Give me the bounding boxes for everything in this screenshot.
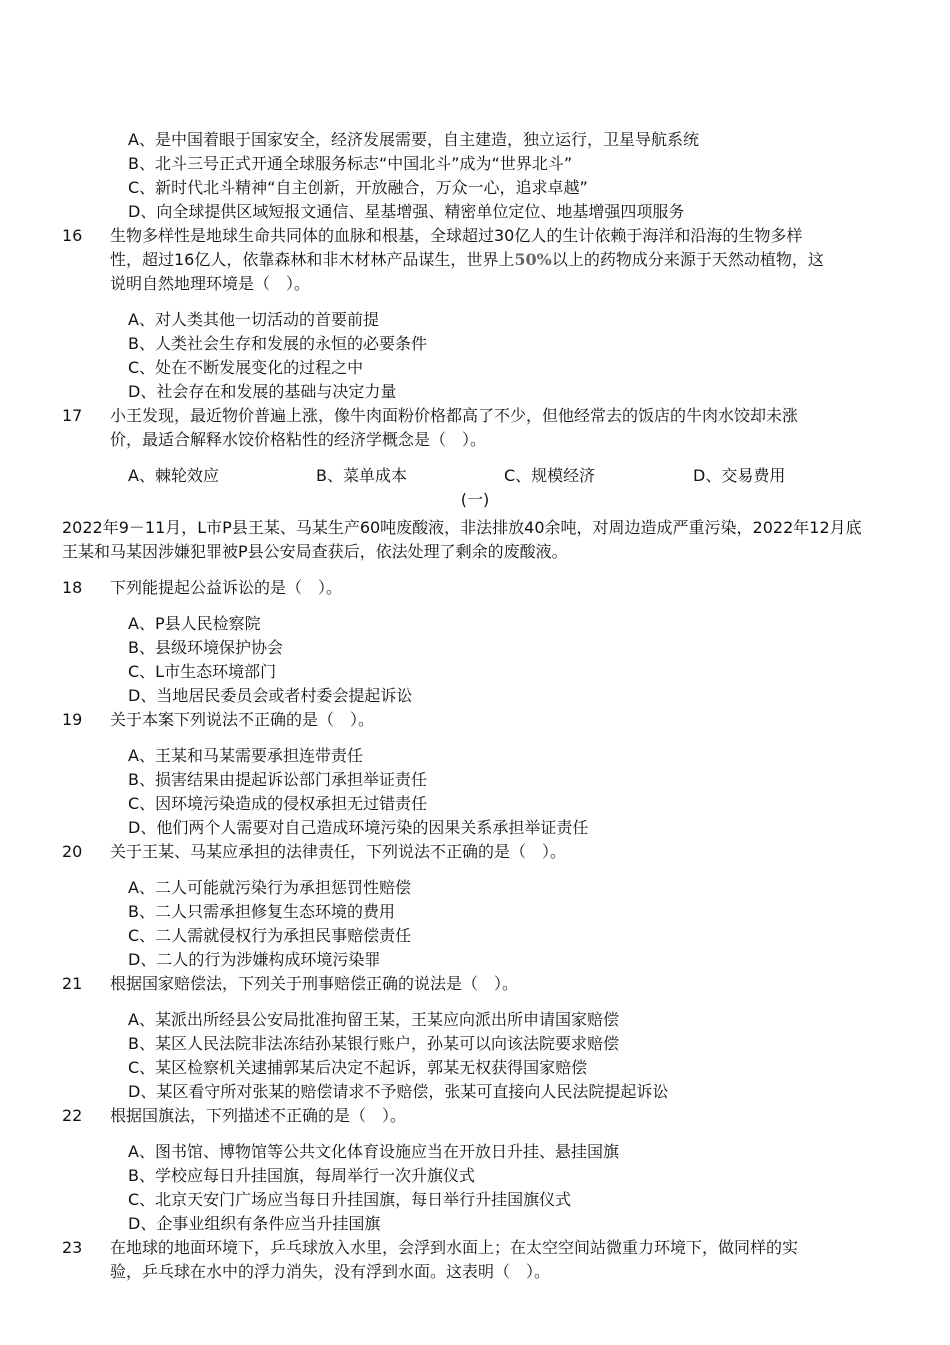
- q22-option-b: B、学校应每日升挂国旗，每周举行一次升旗仪式: [128, 1166, 475, 1185]
- q22-number: 22: [62, 1106, 83, 1125]
- q16-option-c: C、处在不断发展变化的过程之中: [128, 358, 364, 377]
- q15-option-d: D、向全球提供区域短报文通信、星基增强、精密单位定位、地基增强四项服务: [128, 202, 685, 221]
- q18-option-d: D、当地居民委员会或者村委会提起诉讼: [128, 686, 413, 705]
- q16-stem-line1: 生物多样性是地球生命共同体的血脉和根基，全球超过30亿人的生计依赖于海洋和沿海的生物多样: [110, 226, 803, 245]
- q23-stem-line1: 在地球的地面环境下，乒乓球放入水里，会浮到水面上；在太空空间站微重力环境下，做同样的实: [110, 1238, 799, 1257]
- q22-option-c: C、北京天安门广场应当每日升挂国旗，每日举行升挂国旗仪式: [128, 1190, 572, 1209]
- q15-option-a: A、是中国着眼于国家安全，经济发展需要，自主建造，独立运行，卫星导航系统: [128, 130, 699, 149]
- q20-stem: 关于王某、马某应承担的法律责任，下列说法不正确的是（ ）。: [110, 842, 567, 861]
- q17-option-b: B、菜单成本: [316, 466, 407, 485]
- q22-option-d: D、企事业组织有条件应当升挂国旗: [128, 1214, 381, 1233]
- q20-option-c: C、二人需就侵权行为承担民事赔偿责任: [128, 926, 412, 945]
- q19-option-a: A、王某和马某需要承担连带责任: [128, 746, 363, 765]
- q17-number: 17: [62, 406, 83, 425]
- q21-option-c: C、某区检察机关逮捕郭某后决定不起诉，郭某无权获得国家赔偿: [128, 1058, 588, 1077]
- q20-option-b: B、二人只需承担修复生态环境的费用: [128, 902, 395, 921]
- q17-option-d: D、交易费用: [693, 466, 786, 485]
- q16-stem-line2: [110, 249, 824, 271]
- q20-option-d: D、二人的行为涉嫌构成环境污染罪: [128, 950, 381, 969]
- q16-number: 16: [62, 226, 83, 245]
- q16-percent: 50%: [514, 250, 552, 269]
- q17-stem-line1: 小王发现，最近物价普遍上涨，像牛肉面粉价格都高了不少，但他经常去的饭店的牛肉水饺却未涨: [110, 406, 799, 425]
- q20-option-a: A、二人可能就污染行为承担惩罚性赔偿: [128, 878, 411, 897]
- q17-stem-line2: 价，最适合解释水饺价格粘性的经济学概念是（ ）。: [110, 430, 487, 449]
- q22-option-a: A、图书馆、博物馆等公共文化体育设施应当在开放日升挂、悬挂国旗: [128, 1142, 619, 1161]
- q16-option-a: A、对人类其他一切活动的首要前提: [128, 310, 379, 329]
- q21-stem: 根据国家赔偿法，下列关于刑事赔偿正确的说法是（ ）。: [110, 974, 519, 993]
- q21-number: 21: [62, 974, 83, 993]
- q15-option-b: B、北斗三号正式开通全球服务标志“中国北斗”成为“世界北斗”: [128, 154, 573, 173]
- q19-option-c: C、因环境污染造成的侵权承担无过错责任: [128, 794, 428, 813]
- q16-option-d: D、社会存在和发展的基础与决定力量: [128, 382, 397, 401]
- q23-number: 23: [62, 1238, 83, 1257]
- q16-stem-line2-post: 以上的药物成分来源于天然动植物，这: [551, 250, 824, 269]
- case-heading: (一): [460, 490, 490, 509]
- q17-option-c: C、规模经济: [504, 466, 596, 485]
- q20-number: 20: [62, 842, 83, 861]
- q19-option-d: D、他们两个人需要对自己造成环境污染的因果关系承担举证责任: [128, 818, 589, 837]
- q16-stem-line2-pre: 性，超过16亿人，依靠森林和非木材林产品谋生，世界上: [110, 250, 515, 269]
- q18-stem: 下列能提起公益诉讼的是（ ）。: [110, 578, 343, 597]
- q18-option-b: B、县级环境保护协会: [128, 638, 283, 657]
- q23-stem-line2: 验，乒乓球在水中的浮力消失，没有浮到水面。这表明（ ）。: [110, 1262, 551, 1281]
- q18-option-c: C、L市生态环境部门: [128, 662, 277, 681]
- q21-option-b: B、某区人民法院非法冻结孙某银行账户，孙某可以向该法院要求赔偿: [128, 1034, 619, 1053]
- q16-stem-line3: 说明自然地理环境是（ ）。: [110, 274, 311, 293]
- case-text-line2: 王某和马某因涉嫌犯罪被P县公安局查获后，依法处理了剩余的废酸液。: [62, 542, 568, 561]
- q18-option-a: A、P县人民检察院: [128, 614, 261, 633]
- q17-option-a: A、棘轮效应: [128, 466, 219, 485]
- q21-option-d: D、某区看守所对张某的赔偿请求不予赔偿，张某可直接向人民法院提起诉讼: [128, 1082, 669, 1101]
- q16-option-b: B、人类社会生存和发展的永恒的必要条件: [128, 334, 427, 353]
- q21-option-a: A、某派出所经县公安局批准拘留王某，王某应向派出所申请国家赔偿: [128, 1010, 619, 1029]
- q19-stem: 关于本案下列说法不正确的是（ ）。: [110, 710, 375, 729]
- q19-option-b: B、损害结果由提起诉讼部门承担举证责任: [128, 770, 427, 789]
- q19-number: 19: [62, 710, 83, 729]
- q22-stem: 根据国旗法，下列描述不正确的是（ ）。: [110, 1106, 407, 1125]
- case-text-line1: 2022年9－11月，L市P县王某、马某生产60吨废酸液，非法排放40余吨，对周边造成严重污染，2022年12月底: [62, 518, 862, 537]
- q18-number: 18: [62, 578, 83, 597]
- q15-option-c: C、新时代北斗精神“自主创新，开放融合，万众一心，追求卓越”: [128, 178, 588, 197]
